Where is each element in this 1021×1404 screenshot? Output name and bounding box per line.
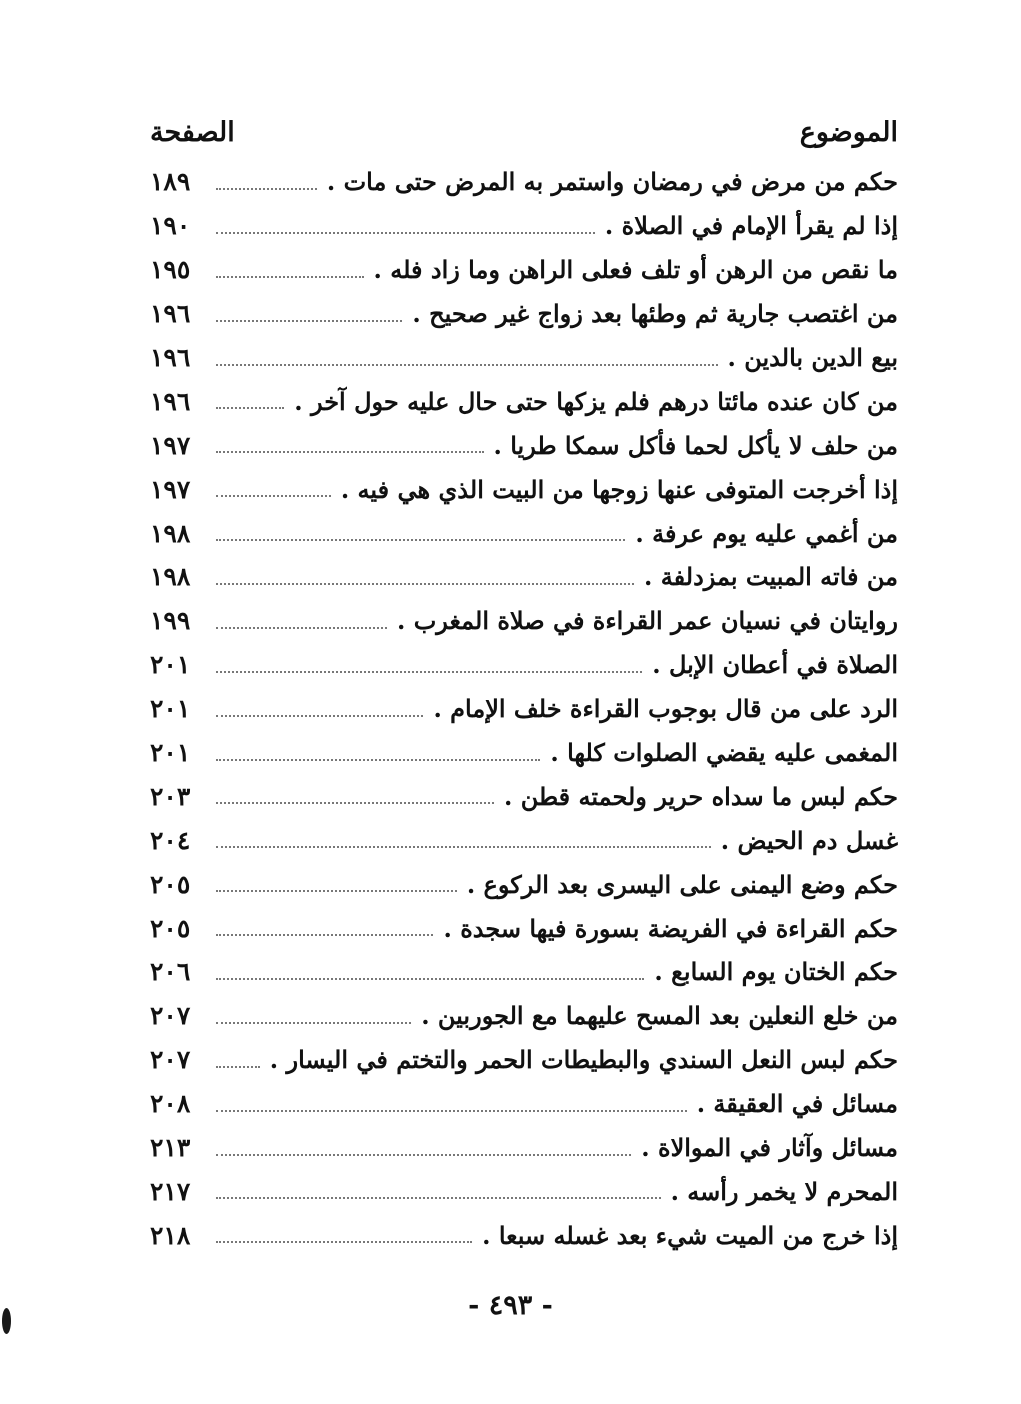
toc-entry	[150, 1213, 898, 1257]
toc-entry-page: ١٩٧	[150, 430, 191, 460]
toc-entry-title: حكم لبس ما سداه حرير ولحمته قطن .	[504, 781, 898, 811]
dot-leader	[216, 1022, 411, 1024]
toc-entry	[150, 731, 898, 775]
toc-entry-page: ١٩٦	[150, 343, 191, 372]
dot-leader	[216, 451, 484, 453]
dot-leader	[216, 407, 284, 409]
toc-entry-page: ١٨٩	[150, 167, 191, 197]
toc-entry-title: مسائل في العقيقة .	[696, 1089, 898, 1119]
page-number: - ٤٩٣ -	[468, 1290, 553, 1321]
toc-entry-title: من فاته المبيت بمزدلفة .	[644, 562, 898, 592]
toc-entry-title: ما نقص من الرهن أو تلف فعلى الراهن وما زاد فله .	[373, 255, 898, 285]
dot-leader	[216, 846, 711, 848]
dot-leader	[216, 1066, 260, 1068]
toc-entry-page: ٢١٧	[150, 1176, 191, 1206]
toc-entry-page: ٢٠٥	[150, 869, 191, 899]
dot-leader	[216, 978, 644, 980]
toc-entry	[150, 774, 898, 818]
toc-entry	[150, 1126, 898, 1170]
dot-leader	[216, 759, 540, 761]
toc-header	[150, 112, 898, 152]
toc-entry-title: المغمى عليه يقضي الصلوات كلها .	[550, 738, 898, 768]
dot-leader	[216, 320, 402, 322]
toc-entry-page: ٢٠١	[150, 694, 191, 724]
toc-entry	[150, 248, 898, 292]
toc-entry-title: بيع الدين بالدين .	[727, 343, 898, 372]
dot-leader	[216, 1154, 631, 1156]
toc-entry-page: ٢٠١	[150, 738, 191, 768]
table-of-contents	[150, 160, 898, 1257]
topic-column-label: الموضوع	[799, 116, 898, 148]
toc-entry-page: ٢٠٤	[150, 825, 191, 855]
toc-entry-page: ١٩٦	[150, 299, 191, 329]
toc-entry-page: ٢٠٨	[150, 1089, 191, 1119]
dot-leader	[216, 934, 433, 936]
toc-entry	[150, 643, 898, 687]
toc-entry-title: حكم لبس النعل السندي والبطيطات الحمر والتختم في اليسار .	[269, 1045, 898, 1075]
toc-entry-page: ١٩٨	[150, 562, 191, 592]
toc-entry	[150, 906, 898, 950]
toc-entry-page: ٢٠٧	[150, 1045, 191, 1075]
toc-entry	[150, 1169, 898, 1213]
toc-entry-title: حكم الختان يوم السابع .	[654, 957, 898, 987]
toc-entry-title: الصلاة في أعطان الإبل .	[652, 650, 898, 680]
toc-entry-title: إذا لم يقرأ الإمام في الصلاة .	[604, 211, 898, 241]
dot-leader	[216, 495, 331, 497]
toc-entry-page: ٢٠٥	[150, 913, 191, 943]
toc-entry	[150, 1038, 898, 1082]
toc-entry-title: مسائل وآثار في الموالاة .	[641, 1133, 898, 1163]
toc-entry-title: من أغمي عليه يوم عرفة .	[635, 518, 898, 548]
toc-entry	[150, 1082, 898, 1126]
toc-entry-title: من خلع النعلين بعد المسح عليهما مع الجوربين .	[421, 1001, 898, 1031]
dot-leader	[216, 671, 642, 673]
toc-entry-page: ١٩٦	[150, 386, 191, 416]
dot-leader	[216, 583, 634, 585]
toc-entry-title: الرد على من قال بوجوب القراءة خلف الإمام .	[433, 694, 898, 724]
toc-entry	[150, 511, 898, 555]
toc-entry-title: حكم القراءة في الفريضة بسورة فيها سجدة .	[443, 913, 898, 943]
toc-entry	[150, 292, 898, 336]
toc-entry	[150, 379, 898, 423]
toc-entry-page: ٢٠٧	[150, 1001, 191, 1031]
toc-entry	[150, 687, 898, 731]
dot-leader	[216, 627, 387, 629]
toc-entry-title: غسل دم الحيض .	[720, 825, 898, 855]
toc-entry	[150, 160, 898, 204]
page-column-label: الصفحة	[150, 116, 235, 148]
toc-entry	[150, 599, 898, 643]
toc-entry-title: من اغتصب جارية ثم وطئها بعد زواج غير صحيح .	[412, 299, 898, 329]
toc-entry-page: ١٩٥	[150, 255, 191, 285]
toc-entry	[150, 204, 898, 248]
toc-entry-page: ١٩٧	[150, 474, 191, 504]
toc-entry-title: إذا أخرجت المتوفى عنها زوجها من البيت الذي هي فيه .	[340, 474, 898, 504]
toc-entry-page: ٢١٣	[150, 1133, 191, 1163]
toc-entry-title: حكم من مرض في رمضان واستمر به المرض حتى مات .	[326, 167, 898, 197]
toc-entry	[150, 467, 898, 511]
dot-leader	[216, 715, 423, 717]
toc-entry	[150, 555, 898, 599]
dot-leader	[216, 539, 625, 541]
dot-leader	[216, 364, 718, 366]
toc-entry	[150, 862, 898, 906]
scan-speck	[2, 1308, 11, 1334]
toc-entry-title: إذا خرج من الميت شيء بعد غسله سبعا .	[482, 1220, 898, 1250]
dot-leader	[216, 1241, 472, 1243]
toc-entry	[150, 994, 898, 1038]
dot-leader	[216, 802, 494, 804]
toc-entry-title: حكم وضع اليمنى على اليسرى بعد الركوع .	[466, 869, 898, 899]
toc-entry-page: ٢١٨	[150, 1220, 191, 1250]
toc-entry	[150, 336, 898, 380]
toc-entry-title: من حلف لا يأكل لحما فأكل سمكا طريا .	[493, 430, 898, 460]
toc-entry-page: ٢٠٣	[150, 781, 191, 811]
toc-entry-page: ١٩٠	[150, 211, 191, 241]
dot-leader	[216, 188, 317, 190]
toc-entry-page: ١٩٩	[150, 606, 191, 636]
dot-leader	[216, 276, 364, 278]
toc-entry-title: المحرم لا يخمر رأسه .	[670, 1176, 898, 1206]
toc-entry-page: ٢٠١	[150, 650, 191, 680]
dot-leader	[216, 890, 457, 892]
toc-entry-title: من كان عنده مائتا درهم فلم يزكها حتى حال عليه حول آخر .	[294, 386, 898, 416]
toc-entry	[150, 423, 898, 467]
toc-entry	[150, 818, 898, 862]
toc-entry	[150, 950, 898, 994]
toc-entry-title: روايتان في نسيان عمر القراءة في صلاة المغرب .	[397, 606, 898, 636]
dot-leader	[216, 1197, 661, 1199]
toc-entry-page: ٢٠٦	[150, 957, 191, 987]
dot-leader	[216, 1110, 687, 1112]
toc-entry-page: ١٩٨	[150, 518, 191, 548]
dot-leader	[216, 232, 595, 234]
